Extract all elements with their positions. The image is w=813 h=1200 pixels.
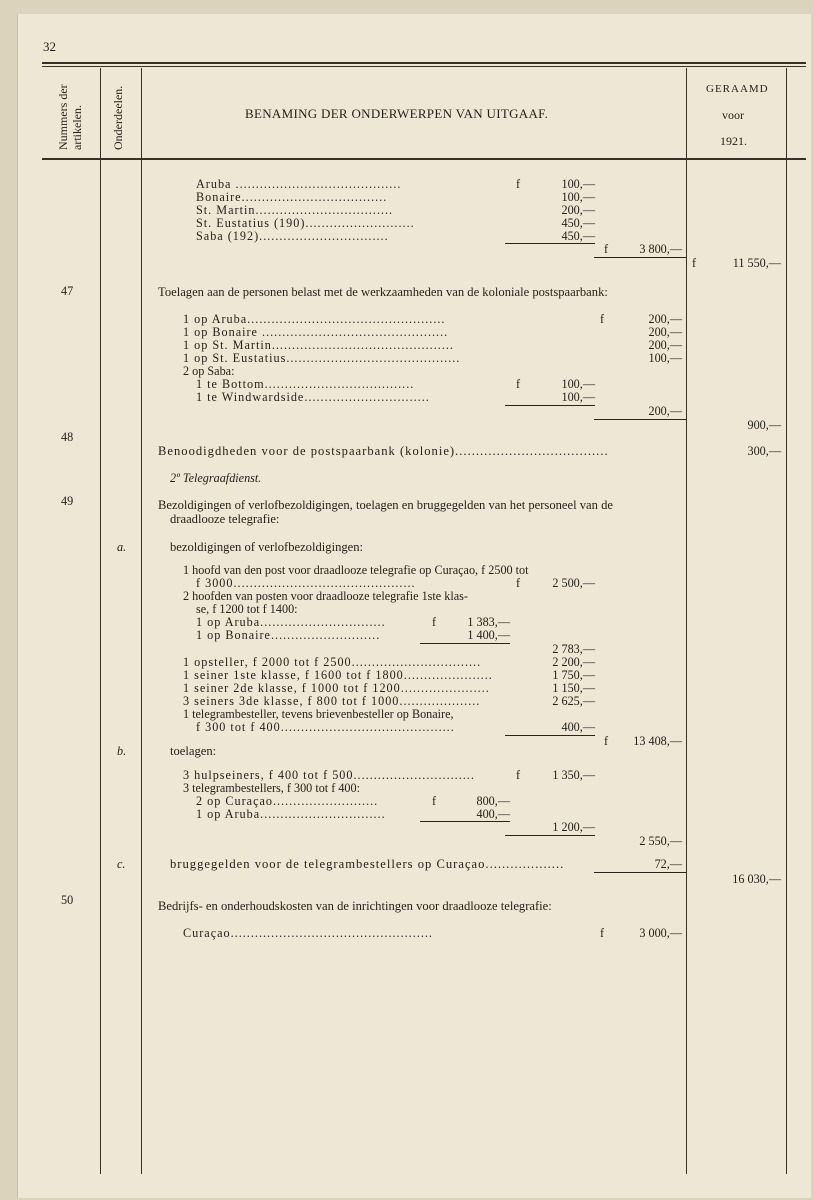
currency-f: f	[600, 312, 605, 326]
line-op-curacao: 2 op Curaçao..........................	[196, 794, 379, 808]
amount: 200,—	[648, 338, 682, 352]
article-title-cont: draadlooze telegrafie:	[170, 512, 280, 526]
currency-f: f	[432, 615, 437, 629]
amount: 100,—	[561, 177, 595, 191]
line-st-martin: St. Martin..................................	[196, 203, 394, 217]
line-1-op-aruba: 1 op Aruba.................................................	[183, 312, 446, 326]
line-hoofden-cont: se, f 1200 tot f 1400:	[196, 602, 298, 616]
header-onderdeelen: Onderdeelen.	[111, 85, 125, 150]
line-te-bottom: 1 te Bottom.....................................	[196, 377, 415, 391]
header-benaming: BENAMING DER ONDERWERPEN VAN UITGAAF.	[245, 106, 549, 121]
sum-rule	[505, 405, 595, 406]
amount: 1 150,—	[552, 681, 595, 695]
sum-rule	[420, 643, 510, 644]
column-divider-4	[786, 68, 787, 1174]
line-telegrambesteller-cont: f 300 tot f 400...........................................	[196, 720, 455, 734]
subdivision-letter: a.	[117, 540, 127, 554]
line-te-windwardside: 1 te Windwardside...............................	[196, 390, 430, 404]
header-geraamd: GERAAMD	[706, 83, 769, 95]
sum-rule	[505, 243, 595, 244]
line-telegrambestellers: 3 telegrambestellers, f 300 tot f 400:	[183, 781, 361, 795]
header-voor: voor	[722, 108, 744, 122]
amount: 1 750,—	[552, 668, 595, 682]
amount: 400,—	[561, 720, 595, 734]
article-number: 50	[61, 893, 74, 907]
line-op-aruba-2: 1 op Aruba...............................	[196, 807, 386, 821]
sum-rule	[505, 835, 595, 836]
amount: 100,—	[561, 377, 595, 391]
currency-f: f	[692, 256, 697, 270]
currency-f: f	[604, 734, 609, 748]
sum-rule	[505, 735, 595, 736]
column-divider-3	[686, 68, 687, 1174]
subdivision-title: bruggegelden voor de telegrambestellers op Curaçao...................	[170, 857, 565, 871]
line-aruba: Aruba .........................................	[196, 177, 402, 191]
line-seiner-1: 1 seiner 1ste klasse, f 1600 tot f 1800......................	[183, 668, 493, 682]
line-1-op-st-martin: 1 op St. Martin.............................................	[183, 338, 454, 352]
line-saba: Saba (192)................................	[196, 229, 389, 243]
sum-rule	[594, 419, 686, 420]
article-number: 48	[61, 430, 74, 444]
page-number: 32	[43, 39, 56, 54]
line-op-bonaire: 1 op Bonaire...........................	[196, 628, 381, 642]
line-op-aruba: 1 op Aruba...............................	[196, 615, 386, 629]
article-title: Benoodigdheden voor de postspaarbank (kolonie).....................................	[158, 444, 609, 458]
amount: 200,—	[561, 203, 595, 217]
grand-amount: 11 550,—	[732, 256, 781, 270]
article-number: 49	[61, 494, 74, 508]
header-bottom-rule	[42, 158, 806, 160]
line-hulpseiners: 3 hulpseiners, f 400 tot f 500..............................	[183, 768, 475, 782]
line-hoofd: 1 hoofd van den post voor draadlooze telegrafie op Curaçao, f 2500 tot	[183, 563, 529, 577]
amount-total: 2 550,—	[639, 834, 682, 848]
grand-amount: 16 030,—	[732, 872, 781, 886]
amount: 1 400,—	[467, 628, 510, 642]
amount: 1 383,—	[467, 615, 510, 629]
amount: 450,—	[561, 216, 595, 230]
grand-amount: 900,—	[747, 418, 781, 432]
line-hoofden: 2 hoofden van posten voor draadlooze telegrafie 1ste klas-	[183, 589, 468, 603]
amount-subtotal: 2 783,—	[552, 642, 595, 656]
currency-f: f	[516, 177, 521, 191]
currency-f: f	[432, 794, 437, 808]
subdivision-title: toelagen:	[170, 744, 217, 758]
amount: 2 625,—	[552, 694, 595, 708]
currency-f: f	[604, 242, 609, 256]
grand-amount: 300,—	[747, 444, 781, 458]
line-seiner-2: 1 seiner 2de klasse, f 1000 tot f 1200......................	[183, 681, 490, 695]
line-curacao: Curaçao..................................................	[183, 926, 433, 940]
sum-rule	[420, 821, 510, 822]
amount: 2 200,—	[552, 655, 595, 669]
amount: 100,—	[648, 351, 682, 365]
currency-f: f	[516, 377, 521, 391]
subdivision-letter: c.	[117, 857, 126, 871]
sum-rule	[594, 872, 686, 873]
article-number: 47	[61, 284, 74, 298]
line-seiners-3: 3 seiners 3de klasse, f 800 tot f 1000....................	[183, 694, 481, 708]
article-title: Bezoldigingen of verlofbezoldigingen, toelagen en bruggegelden van het personeel van de	[158, 498, 613, 512]
amount: 200,—	[648, 325, 682, 339]
amount: 1 350,—	[552, 768, 595, 782]
amount: 400,—	[476, 807, 510, 821]
header-top-rule-thin	[42, 66, 806, 67]
line-hoofd-cont: f 3000.............................................	[196, 576, 416, 590]
section-heading: 2º Telegraafdienst.	[170, 471, 262, 485]
sum-rule	[594, 257, 686, 258]
line-bonaire: Bonaire....................................	[196, 190, 388, 204]
amount: 800,—	[476, 794, 510, 808]
amount-total: 3 800,—	[639, 242, 682, 256]
line-1-op-st-eustatius: 1 op St. Eustatius...........................................	[183, 351, 461, 365]
amount-subtotal: 1 200,—	[552, 820, 595, 834]
currency-f: f	[600, 926, 605, 940]
line-telegrambesteller: 1 telegrambesteller, tevens brievenbesteller op Bonaire,	[183, 707, 454, 721]
currency-f: f	[516, 576, 521, 590]
amount: 2 500,—	[552, 576, 595, 590]
header-top-rule	[42, 62, 806, 64]
header-year: 1921.	[720, 134, 747, 148]
line-2-op-saba: 2 op Saba:	[183, 364, 235, 378]
amount: 450,—	[561, 229, 595, 243]
column-divider-1	[100, 68, 101, 1174]
article-title: Bedrijfs- en onderhoudskosten van de inrichtingen voor draadlooze telegrafie:	[158, 899, 552, 913]
subdivision-title: bezoldigingen of verlofbezoldigingen:	[170, 540, 364, 554]
header-nummers: Nummers der artikelen.	[56, 84, 84, 150]
amount: 200,—	[648, 312, 682, 326]
line-1-op-bonaire: 1 op Bonaire ..............................................	[183, 325, 449, 339]
document-page	[17, 14, 811, 1198]
amount-total: 13 408,—	[633, 734, 682, 748]
column-divider-2	[141, 68, 142, 1174]
line-opsteller: 1 opsteller, f 2000 tot f 2500................................	[183, 655, 482, 669]
amount-total: 200,—	[648, 404, 682, 418]
amount: 3 000,—	[639, 926, 682, 940]
line-st-eustatius: St. Eustatius (190)...........................	[196, 216, 415, 230]
amount: 72,—	[654, 857, 682, 871]
amount: 100,—	[561, 190, 595, 204]
amount: 100,—	[561, 390, 595, 404]
article-title: Toelagen aan de personen belast met de werkzaamheden van de koloniale postspaarbank:	[158, 285, 608, 299]
currency-f: f	[516, 768, 521, 782]
subdivision-letter: b.	[117, 744, 127, 758]
